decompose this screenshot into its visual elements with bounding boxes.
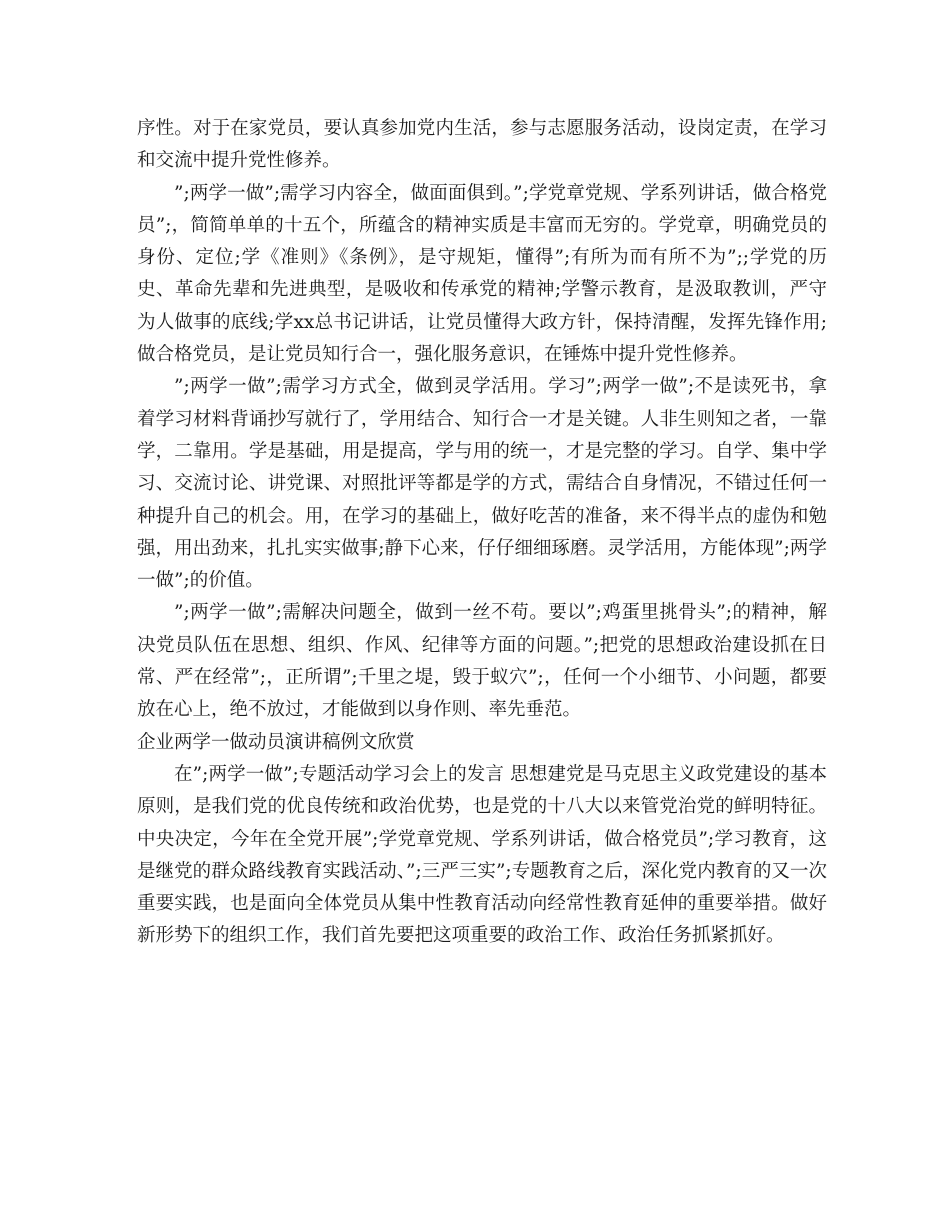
- paragraph-1: 序性。对于在家党员，要认真参加党内生活，参与志愿服务活动，设岗定责，在学习和交流中提升党性修养。: [137, 118, 827, 172]
- paragraph-4: ”;两学一做”;需解决问题全，做到一丝不苟。要以”;鸡蛋里挑骨头”;的精神，解决党员队伍在思想、组织、作风、纪律等方面的问题。”;把党的思想政治建设抓在日常、严在经常”;，正所谓”;千里之堤，毁于蚁穴”;，任何一个小细节、小问题，都要放在心上，绝不放过，才能做到以身作则、率先垂范。: [137, 602, 827, 721]
- paragraph-5: 在”;两学一做”;专题活动学习会上的发言 思想建党是马克思主义政党建设的基本原则，是我们党的优良传统和政治优势，也是党的十八大以来管党治党的鲜明特征。中央决定，今年在全党开展”;学党章党规、学系列讲话，做合格党员”;学习教育，这是继党的群众路线教育实践活动、”;三严三实”;专题教育之后，深化党内教育的又一次重要实践，也是面向全体党员从集中性教育活动向经常性教育延伸的重要举措。做好新形势下的组织工作，我们首先要把这项重要的政治工作、政治任务抓紧抓好。: [137, 763, 827, 947]
- paragraph-3: ”;两学一做”;需学习方式全，做到灵学活用。学习”;两学一做”;不是读死书，拿着学习材料背诵抄写就行了，学用结合、知行合一才是关键。人非生则知之者，一靠学，二靠用。学是基础，用是提高，学与用的统一，才是完整的学习。自学、集中学习、交流讨论、讲党课、对照批评等都是学的方式，需结合自身情况，不错过任何一种提升自己的机会。用，在学习的基础上，做好吃苦的准备，来不得半点的虚伪和勉强，用出劲来，扎扎实实做事;静下心来，仔仔细细琢磨。灵学活用，方能体现”;两学一做”;的价值。: [137, 376, 827, 592]
- section-heading: 企业两学一做动员演讲稿例文欣赏: [137, 731, 415, 753]
- paragraph-2: ”;两学一做”;需学习内容全，做面面俱到。”;学党章党规、学系列讲话，做合格党员”;，简简单单的十五个，所蕴含的精神实质是丰富而无穷的。学党章，明确党员的身份、定位;学《准则》《条例》，是守规矩，懂得”;有所为而有所不为”;;学党的历史、革命先辈和先进典型，是吸收和传承党的精神;学警示教育，是汲取教训，严守为人做事的底线;学xx总书记讲话，让党员懂得大政方针，保持清醒，发挥先锋作用;做合格党员，是让党员知行合一，强化服务意识，在锤炼中提升党性修养。: [137, 182, 827, 366]
- document-body: [137, 113, 827, 953]
